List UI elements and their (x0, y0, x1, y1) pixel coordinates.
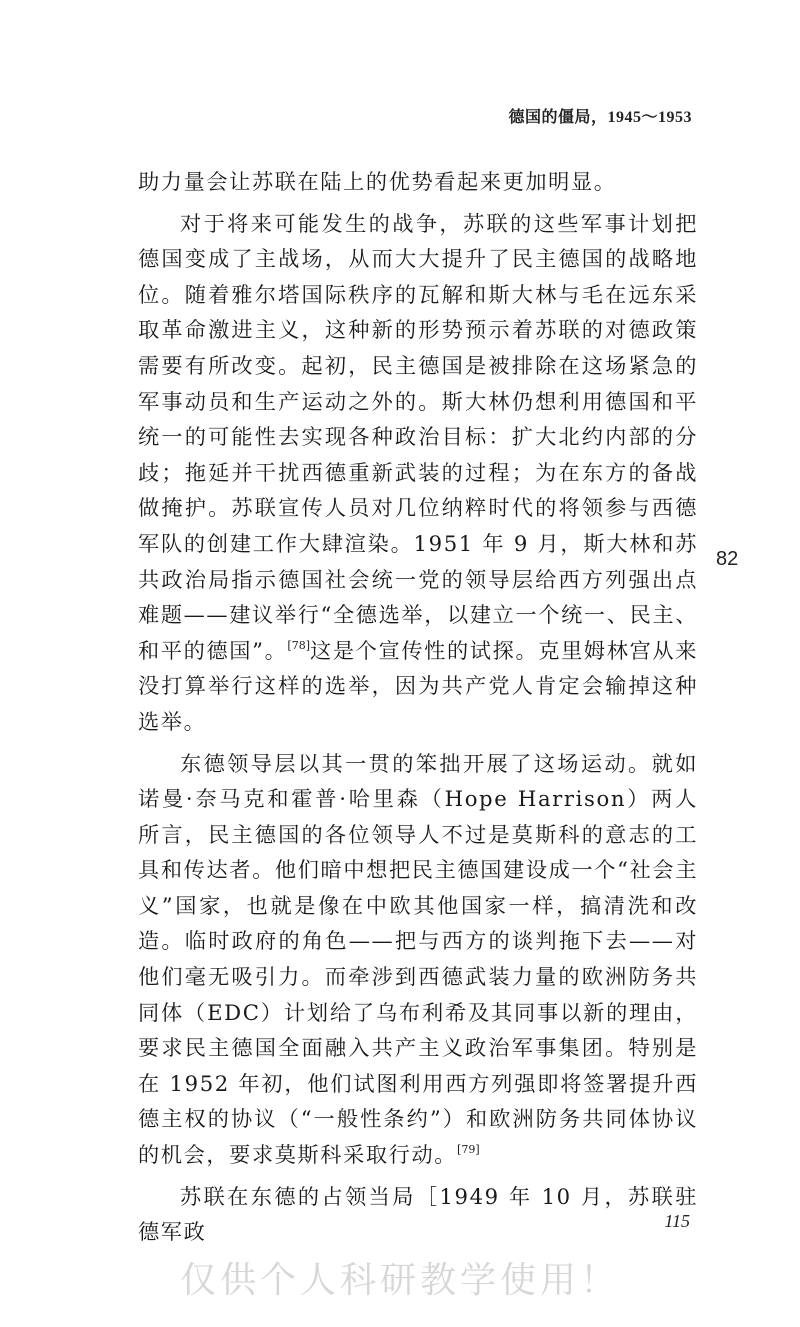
running-head: 德国的僵局，1945～1953 (508, 109, 692, 126)
paragraph-2-part-1: 对于将来可能发生的战争，苏联的这些军事计划把德国变成了主战场，从而大大提升了民主德国的战略地位。随着雅尔塔国际秩序的瓦解和斯大林与毛在远东采取革命激进主义，这种新的形势预示着苏联的对德政策需要有所改变。起初，民主德国是被排除在这场紧急的军事动员和生产运动之外的。斯大林仍想利用德国和平统一的可能性去实现各种政治目标：扩大北约内部的分歧；拖延并干扰西德重新武装的过程；为在东方的备战做掩护。苏联宣传人员对几位纳粹时代的将领参与西德军队的创建工作大肆渲染。1951 年 9 月，斯大林和苏共政治局指示德国社会统一党的领导层给西方列强出点难题——建议举行“全德选举，以建立一个统一、民主、和平的德国”。 (138, 210, 698, 663)
footnote-ref-79[interactable]: [79] (457, 1143, 480, 1157)
paragraph-2 (138, 206, 698, 740)
watermark: 仅供个人科研教学使用！ (179, 1260, 620, 1301)
paragraph-3 (138, 746, 698, 1173)
paragraph-4: 苏联在东德的占领当局［1949 年 10 月，苏联驻德军政 (138, 1183, 698, 1245)
paragraph-3-part-1: 东德领导层以其一贯的笨拙开展了这场运动。就如诺曼·奈马克和霍普·哈里森（Hope Harrison）两人所言，民主德国的各位领导人不过是莫斯科的意志的工具和传达者。他们暗中想把民主德国建设成一个“社会主义”国家，也就是像在中欧其他国家一样，搞清洗和改造。临时政府的角色——把与西方的谈判拖下去——对他们毫无吸引力。而牵涉到西德武装力量的欧洲防务共同体（EDC）计划给了乌布利希及其同事以新的理由，要求民主德国全面融入共产主义政治军事集团。特别是在 1952 年初，他们试图利用西方列强即将签署提升西德主权的协议（“一般性条约”）和欧洲防务共同体协议的机会，要求莫斯科采取行动。 (138, 750, 698, 1168)
page-number: 115 (664, 1211, 690, 1231)
paragraph-2-part-2: 这是个宣传性的试探。克里姆林宫从来没打算举行这样的选举，因为共产党人肯定会输掉这种选举。 (138, 637, 698, 734)
original-page-number: 82 (716, 548, 739, 570)
paragraph-1: 助力量会让苏联在陆上的优势看起来更加明显。 (138, 169, 617, 194)
body-text (138, 164, 698, 1256)
footnote-ref-78[interactable]: [78] (287, 638, 310, 652)
